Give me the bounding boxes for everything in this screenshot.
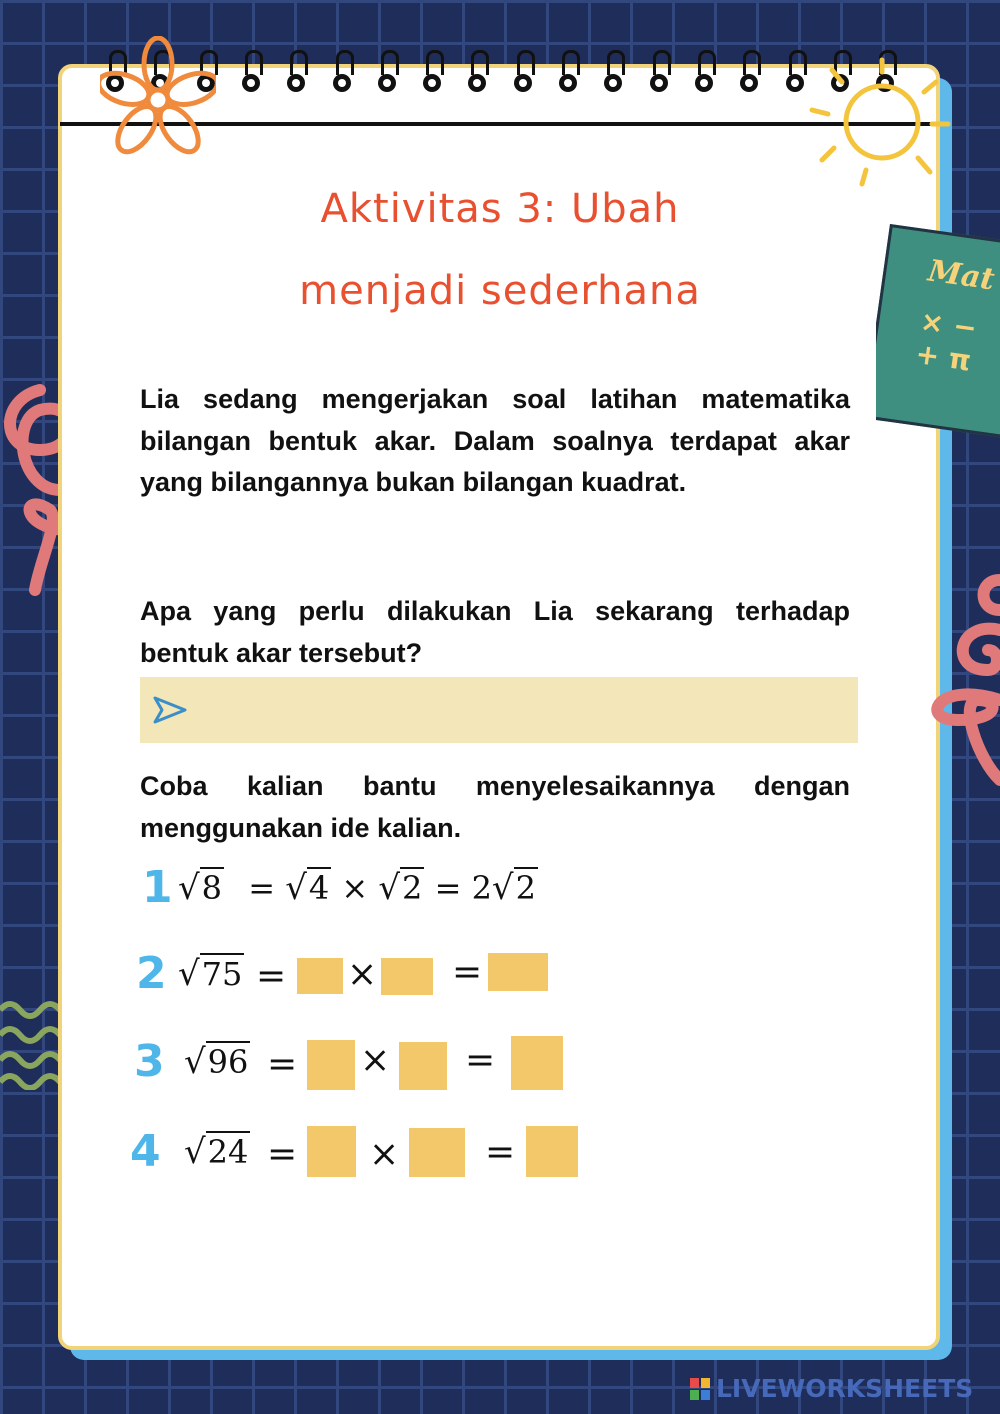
watermark-text: LIVEWORKSHEETS [716,1374,974,1403]
problem-4-radical: √24 [184,1132,249,1172]
answer-blank[interactable] [307,1126,356,1177]
answer-input-box[interactable] [140,677,858,743]
times-sign: × [347,954,378,995]
send-arrow-icon [152,695,188,725]
answer-blank[interactable] [399,1042,447,1090]
page-title-line1: Aktivitas 3: Ubah [320,186,680,232]
problem-number: 3 [134,1036,165,1087]
answer-blank[interactable] [381,958,433,995]
equals-sign: = [267,1134,298,1175]
binder-ring-icon [603,64,623,100]
binder-ring-icon [467,64,487,100]
problem-3-radical: √96 [184,1042,249,1082]
answer-blank[interactable] [297,958,343,994]
equals-sign: = [256,956,287,997]
answer-blank[interactable] [307,1040,355,1090]
problem-number: 2 [136,948,167,999]
binder-ring-icon [649,64,669,100]
binder-ring-icon [422,64,442,100]
sun-icon [806,52,956,192]
equals-sign: = [452,952,483,993]
binder-ring-icon [377,64,397,100]
binder-ring-icon [785,64,805,100]
problem-number: 4 [130,1126,161,1177]
binder-ring-icon [332,64,352,100]
flower-icon [100,36,216,162]
answer-blank[interactable] [409,1128,465,1177]
equals-sign: = [465,1040,496,1081]
page-title-line2: menjadi sederhana [299,268,701,314]
equals-sign: = [485,1132,516,1173]
binder-ring-icon [694,64,714,100]
binder-ring-icon [241,64,261,100]
times-sign: × [369,1134,400,1175]
instruction-paragraph: Coba kalian bantu menyelesaikannya dengan menggunakan ide kalian. [140,771,850,843]
problem-number: 1 [142,862,173,913]
book-symbols: × − + π [913,304,979,378]
question-paragraph: Apa yang perlu dilakukan Lia sekarang terhadap bentuk akar tersebut? [140,596,850,668]
binder-ring-icon [286,64,306,100]
answer-blank[interactable] [488,953,548,991]
times-sign: × [360,1040,391,1081]
answer-blank[interactable] [526,1126,578,1177]
problem-2-radical: √75 [178,954,243,994]
book-label: Mat [925,253,997,298]
sqrt-8: √8 [178,868,223,908]
problem-1-expression: √8 = √4 × √2 = 2√2 [178,868,536,908]
binder-ring-icon [739,64,759,100]
decor-swirl-right-icon [918,570,1000,790]
liveworksheets-logo-icon [690,1378,710,1400]
answer-blank[interactable] [511,1036,563,1090]
binder-ring-icon [558,64,578,100]
binder-ring-icon [513,64,533,100]
math-book-icon [876,218,1000,438]
intro-paragraph: Lia sedang mengerjakan soal latihan matematika bilangan bentuk akar. Dalam soalnya terdapat akar yang bilangannya bukan bilangan kuadrat. [140,384,850,497]
equals-sign: = [267,1044,298,1085]
